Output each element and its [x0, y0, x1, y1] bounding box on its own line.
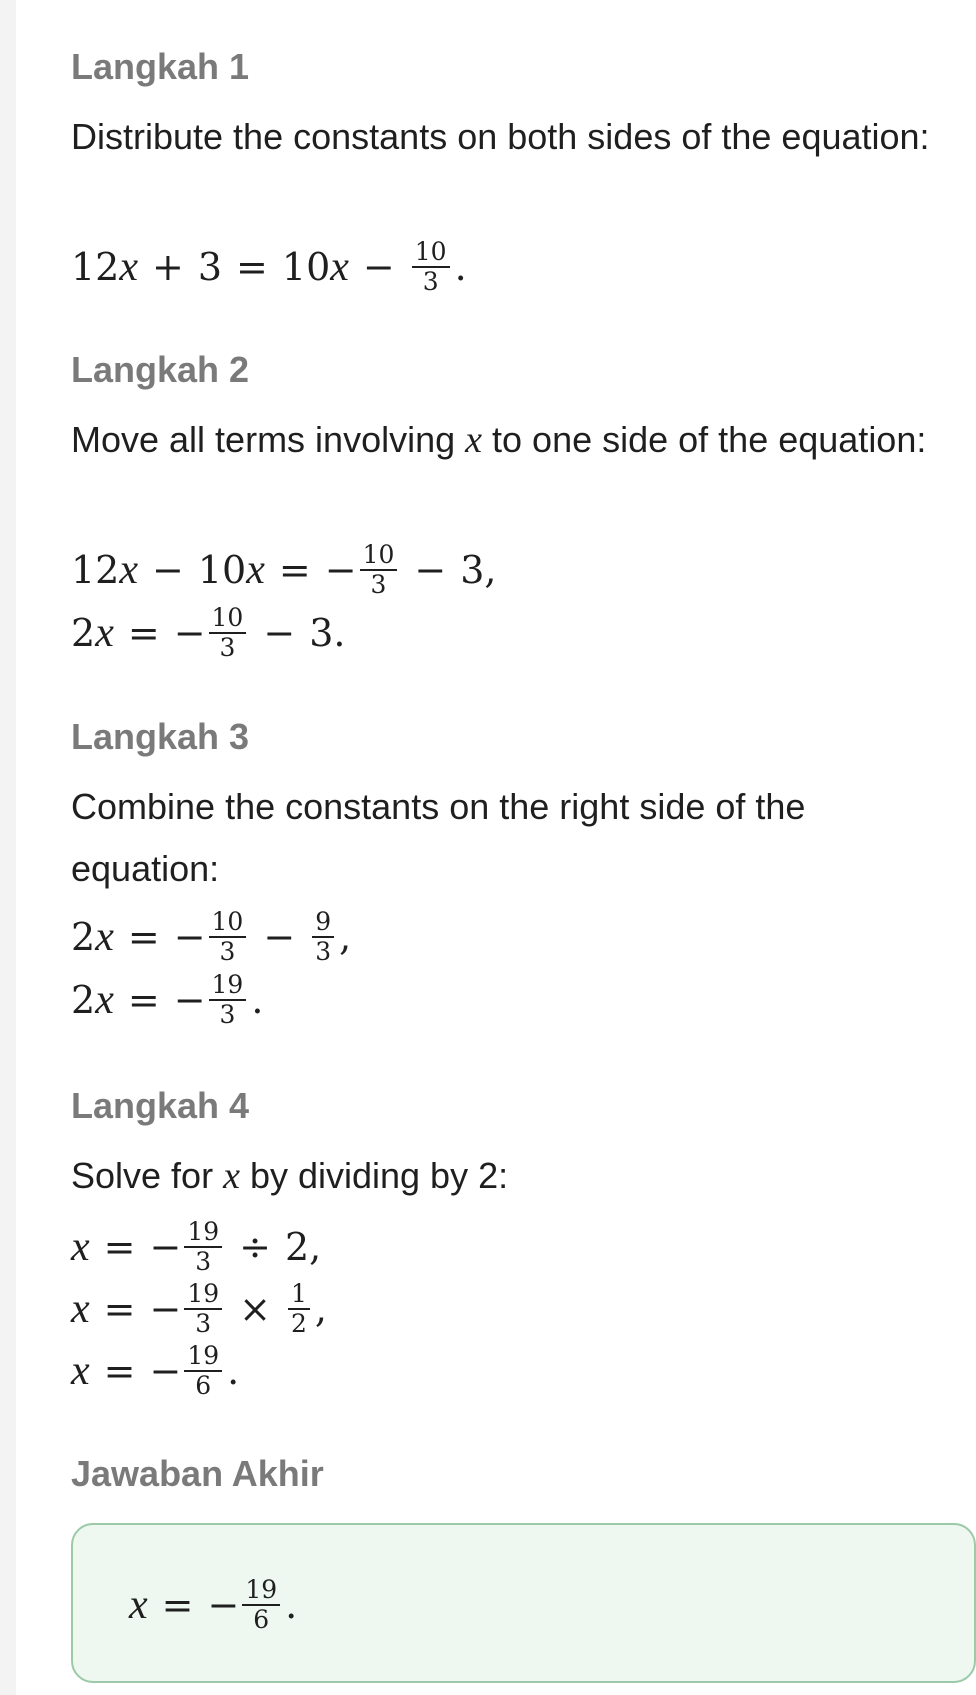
var-x: x [71, 1286, 90, 1332]
constant: 3, [460, 548, 497, 592]
final-answer-box [71, 1523, 976, 1683]
var-x: x [119, 547, 139, 593]
equals-sign: = [127, 915, 160, 959]
denominator: 6 [195, 1371, 212, 1400]
var-x: x [71, 1224, 90, 1270]
var-x: x [330, 244, 349, 290]
step-4-equation-2 [71, 1279, 327, 1339]
step-3-equation-1 [71, 907, 351, 967]
fraction [209, 969, 247, 1029]
minus-sign: − [362, 245, 395, 289]
desc-text: Solve for [71, 1155, 224, 1196]
equals-sign: = [236, 245, 268, 289]
constant: 3. [309, 611, 346, 655]
numerator: 10 [360, 542, 398, 571]
denominator: 3 [315, 937, 332, 966]
fraction [288, 1278, 310, 1338]
minus-sign: − [152, 548, 184, 592]
equals-sign: = [127, 611, 160, 655]
constant: 2, [285, 1225, 322, 1269]
numerator: 19 [184, 1281, 222, 1310]
equals-sign: = [278, 548, 311, 592]
step-4-title: Langkah 4 [71, 1085, 250, 1126]
fraction [184, 1278, 222, 1338]
step-3-description: Combine the constants on the right side of the equation: [71, 786, 806, 889]
equals-sign: = [161, 1583, 194, 1627]
minus-sign: − [414, 548, 447, 592]
step-4-equation-1 [71, 1217, 321, 1277]
denominator: 3 [370, 570, 387, 599]
final-answer-title: Jawaban Akhir [71, 1453, 324, 1494]
coef: 2 [71, 611, 96, 655]
coef: 12 [71, 548, 120, 592]
var-x: x [119, 244, 139, 290]
period: . [454, 245, 467, 289]
fraction [360, 539, 398, 599]
minus-sign: − [207, 1583, 240, 1627]
coef: 12 [71, 245, 120, 289]
desc-text: Move all terms involving [71, 419, 466, 460]
minus-sign: − [324, 548, 357, 592]
denominator: 3 [219, 633, 236, 662]
desc-text: by dividing by 2: [239, 1155, 509, 1196]
coef: 10 [197, 548, 247, 592]
final-answer-equation [129, 1575, 297, 1635]
fraction [312, 906, 334, 966]
solution-page [16, 0, 976, 1695]
plus-sign: + [152, 245, 184, 289]
var-x: x [129, 1582, 148, 1628]
numerator: 10 [209, 909, 247, 938]
numerator: 1 [288, 1281, 310, 1310]
numerator: 19 [242, 1577, 280, 1606]
var-x: x [71, 1348, 90, 1394]
coef: 2 [71, 978, 96, 1022]
var-x: x [223, 1155, 240, 1197]
equals-sign: = [103, 1287, 136, 1331]
desc-text: to one side of the equation: [482, 419, 927, 460]
denominator: 3 [195, 1309, 212, 1338]
minus-sign: − [263, 915, 296, 959]
fraction [209, 906, 247, 966]
step-3-title: Langkah 3 [71, 716, 250, 757]
var-x: x [465, 419, 483, 461]
denominator: 2 [291, 1309, 307, 1338]
fraction [184, 1216, 222, 1276]
fraction [412, 236, 450, 296]
step-2-title: Langkah 2 [71, 349, 250, 390]
period: . [251, 978, 264, 1022]
divide-sign: ÷ [239, 1225, 271, 1269]
minus-sign: − [263, 611, 296, 655]
equals-sign: = [103, 1225, 136, 1269]
numerator: 19 [184, 1219, 222, 1248]
step-2-description [71, 409, 931, 471]
step-4-description [71, 1145, 931, 1207]
minus-sign: − [173, 915, 206, 959]
var-x: x [95, 977, 114, 1023]
var-x: x [95, 914, 114, 960]
minus-sign: − [173, 978, 206, 1022]
minus-sign: − [149, 1287, 182, 1331]
equals-sign: = [127, 978, 160, 1022]
step-1-description: Distribute the constants on both sides of the equation: [71, 116, 930, 157]
denominator: 3 [219, 1000, 236, 1029]
period: . [227, 1349, 240, 1393]
coef: 2 [71, 915, 96, 959]
denominator: 6 [253, 1605, 270, 1634]
step-1-title: Langkah 1 [71, 46, 250, 87]
numerator: 19 [184, 1343, 222, 1372]
denominator: 3 [195, 1247, 212, 1276]
step-4-equation-3 [71, 1341, 239, 1401]
period: . [285, 1583, 298, 1627]
denominator: 3 [422, 267, 439, 296]
minus-sign: − [149, 1349, 182, 1393]
fraction [242, 1574, 280, 1634]
denominator: 3 [219, 937, 236, 966]
step-2-equation-2 [71, 603, 345, 663]
step-3-equation-2 [71, 970, 263, 1030]
var-x: x [95, 610, 114, 656]
step-1-equation [71, 237, 467, 297]
var-x: x [246, 547, 265, 593]
times-sign: × [239, 1287, 271, 1331]
equals-sign: = [103, 1349, 136, 1393]
fraction [184, 1340, 222, 1400]
minus-sign: − [149, 1225, 182, 1269]
coef: 10 [281, 245, 331, 289]
numerator: 10 [209, 605, 247, 634]
step-2-equation-1 [71, 540, 496, 600]
constant: 3 [197, 245, 223, 289]
numerator: 9 [312, 909, 334, 938]
minus-sign: − [173, 611, 206, 655]
comma: , [339, 915, 352, 959]
numerator: 10 [412, 239, 450, 268]
numerator: 19 [209, 972, 247, 1001]
fraction [209, 602, 247, 662]
comma: , [314, 1287, 327, 1331]
